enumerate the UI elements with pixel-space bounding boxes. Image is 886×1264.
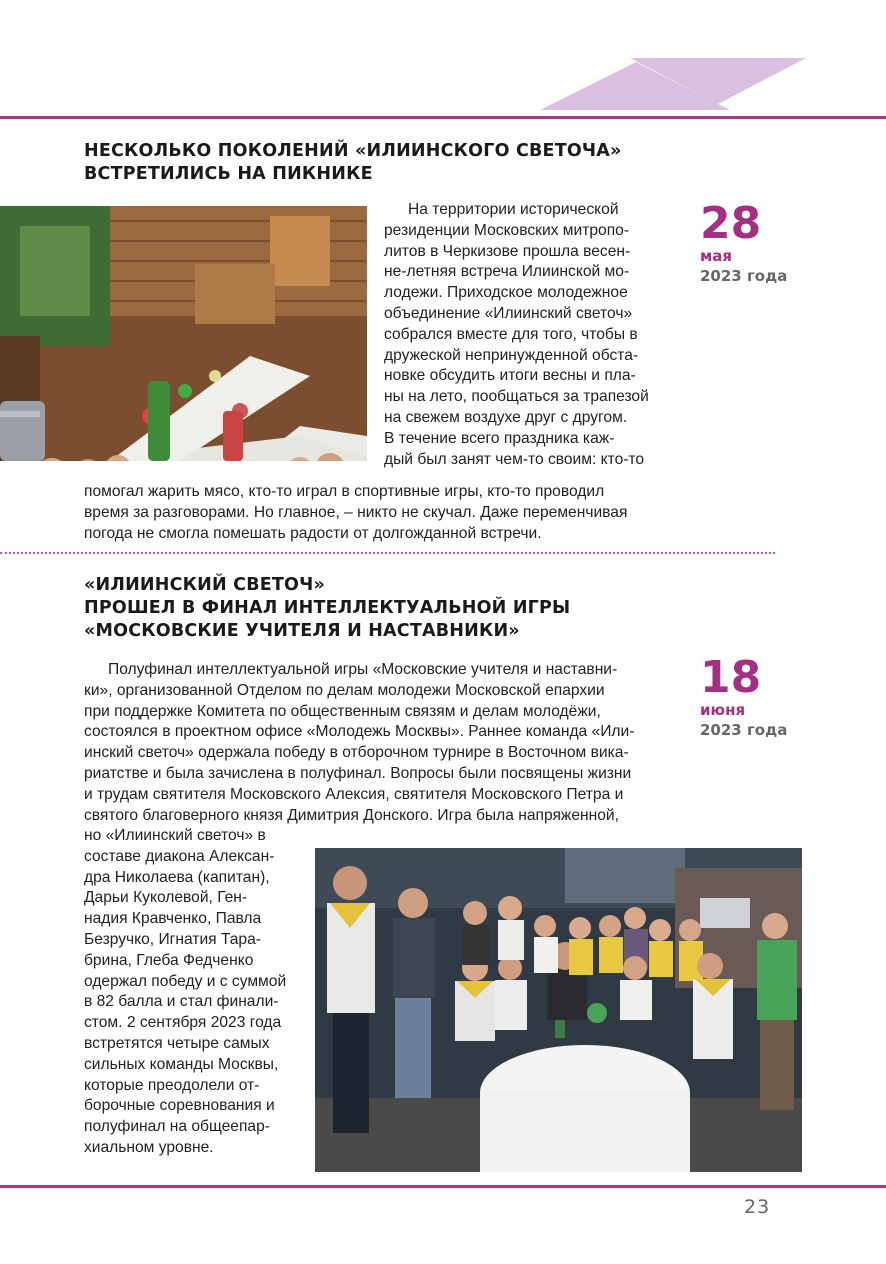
- article2-title: «ИЛИИНСКИЙ СВЕТОЧ» ПРОШЕЛ В ФИНАЛ ИНТЕЛЛЕКТУАЛЬНОЙ ИГРЫ «МОСКОВСКИЕ УЧИТЕЛЯ И НАСТАВНИКИ»: [84, 575, 571, 641]
- date-day: 18: [700, 652, 762, 703]
- page-number: 23: [744, 1196, 771, 1218]
- date-month: июня: [700, 701, 746, 719]
- article2-body-top: Полуфинал интеллектуальной игры «Московские учителя и наставни- ки», организованной Отделом по делам молодежи Московской епархии при поддержке Комитета по общественным связям и делам молодёжи, состоялся в проектном офисе «Молодежь Москвы». Раннее команда «Или- инский светоч» одержала победу в отборочном турнире в Восточном вика- риатстве и была зачислена в полуфинал. Вопросы были посвящены жизни и трудам святителя Московского Алексия, святителя Московского Петра и святого благоверного князя Димитрия Донского. Игра была напряженной,: [84, 661, 635, 824]
- date-year: 2023 года: [700, 721, 788, 739]
- header-decoration: [0, 0, 886, 120]
- top-rule: [0, 116, 886, 119]
- bottom-rule: [0, 1185, 886, 1188]
- article1-body-top: На территории исторической резиденции Московских митропо- литов в Черкизове прошла весен- не-летняя встреча Илиинской мо- лодежи. Приходское молодежное объединение «Илиинский светоч» собрался вместе для того, чтобы в дружеской непринужденной обста- новке обсудить итоги весны и пла- ны на лето, пообщаться за трапезой на свежем воздухе друг с другом. В течение всего праздника каж- дый был занят чем-то своим: кто-то: [384, 201, 649, 468]
- article1-date: [700, 198, 788, 286]
- section-divider: [0, 552, 775, 554]
- picnic-photo: [0, 206, 367, 461]
- date-year: 2023 года: [700, 267, 788, 285]
- article2-date: [700, 652, 788, 740]
- date-month: мая: [700, 247, 733, 265]
- date-day: 28: [700, 198, 762, 249]
- article1-body-bottom: помогал жарить мясо, кто-то играл в спортивные игры, кто-то проводил время за разговорами. Но главное, – никто не скучал. Даже переменчивая погода не смогла помешать радости от долгожданной встречи.: [84, 483, 628, 542]
- article2-body-bottom: но «Илиинский светоч» в составе диакона Алексан- дра Николаева (капитан), Дарьи Куколевой, Ген- надия Кравченко, Павла Безручко, Игнатия Тара- брина, Глеба Федченко одержал победу и с суммой в 82 балла и стал финали- стом. 2 сентября 2023 года встретятся четыре самых сильных команды Москвы, которые преодолели от- борочные соревнования и полуфинал на общеепар- хиальном уровне.: [84, 827, 287, 1156]
- article1-title: НЕСКОЛЬКО ПОКОЛЕНИЙ «ИЛИИНСКОГО СВЕТОЧА» ВСТРЕТИЛИСЬ НА ПИКНИКЕ: [84, 141, 622, 184]
- team-photo: [315, 848, 802, 1172]
